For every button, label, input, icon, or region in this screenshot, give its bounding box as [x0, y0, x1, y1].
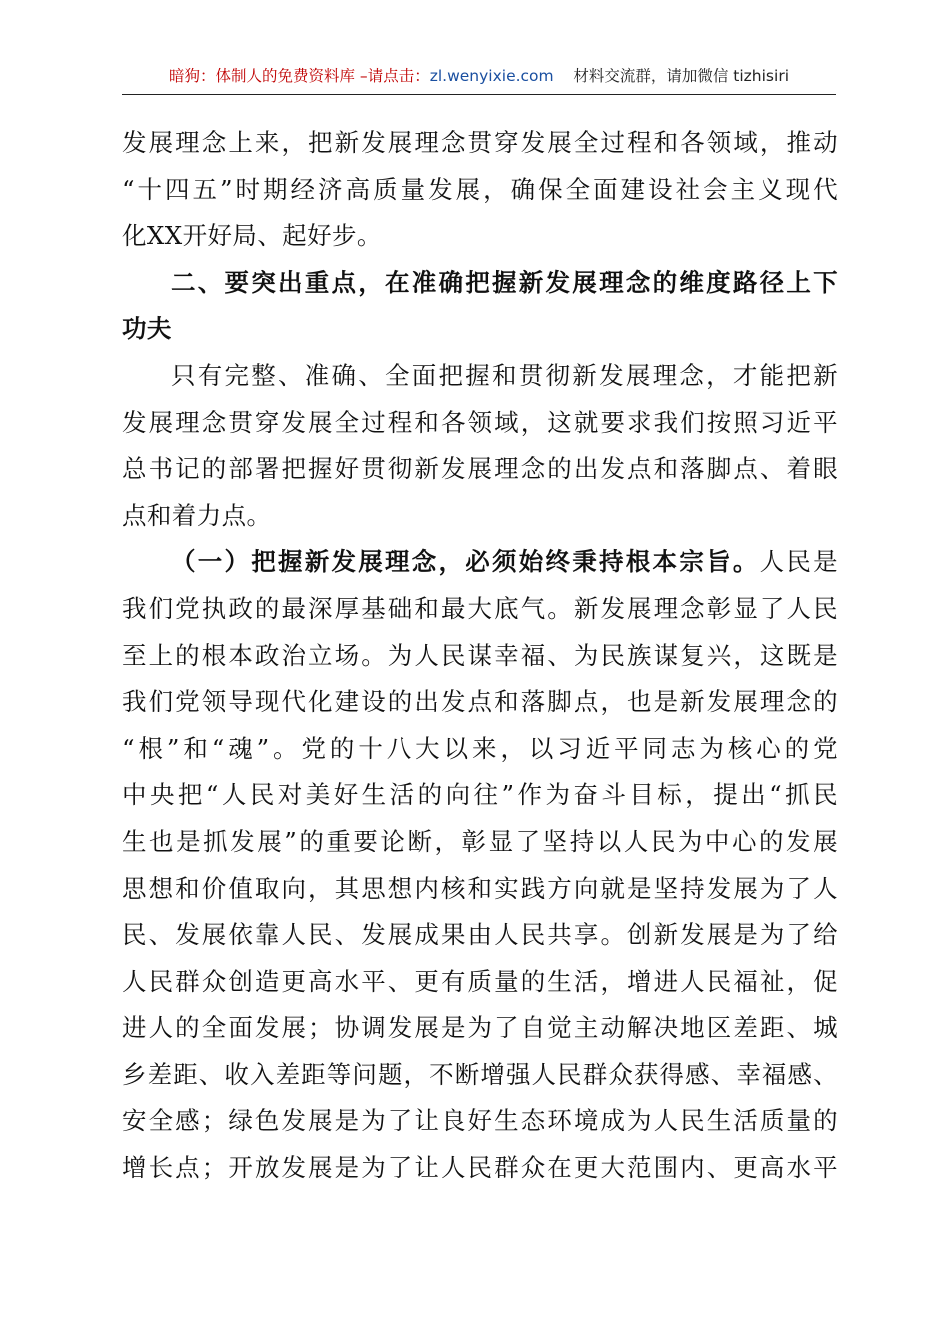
text-line: 总书记的部署把握好贯彻新发展理念的出发点和落脚点、着眼	[122, 454, 838, 484]
subsection-line	[122, 539, 838, 586]
text-line: 发展理念贯穿发展全过程和各领域，这就要求我们按照习近平	[122, 407, 838, 437]
text-line: 中央把“人民对美好生活的向往”作为奋斗目标，提出“抓民	[122, 780, 838, 810]
section-heading: 二、要突出重点，在准确把握新发展理念的维度路径上下	[171, 267, 838, 297]
document-body	[122, 120, 838, 1192]
page-header	[122, 64, 836, 95]
subsection-heading: （一）把握新发展理念，必须始终秉持根本宗旨。	[171, 547, 760, 577]
text-line: 至上的根本政治立场。为人民谋幸福、为民族谋复兴，这既是	[122, 640, 838, 670]
text-line: “根”和“魂”。党的十八大以来，以习近平同志为核心的党	[122, 733, 838, 763]
header-click-text: 请点击：	[367, 67, 430, 85]
text-line: 生也是抓发展”的重要论断，彰显了坚持以人民为中心的发展	[122, 826, 838, 856]
header-contact: 材料交流群，请加微信 tizhisiri	[573, 67, 789, 85]
text-line: 乡差距、收入差距等问题，不断增强人民群众获得感、幸福感、	[122, 1059, 838, 1089]
text-line: “十四五”时期经济高质量发展，确保全面建设社会主义现代	[122, 174, 838, 204]
text-line: 化XX开好局、起好步。	[122, 221, 382, 251]
text-line: 思想和价值取向，其思想内核和实践方向就是坚持发展为了人	[122, 873, 838, 903]
text-fragment: 人民是	[759, 547, 838, 577]
text-line: 人民群众创造更高水平、更有质量的生活，增进人民福祉，促	[122, 966, 838, 996]
text-line: 民、发展依靠人民、发展成果由人民共享。创新发展是为了给	[122, 920, 838, 950]
header-separator: –	[355, 67, 368, 85]
text-line: 发展理念上来，把新发展理念贯穿发展全过程和各领域，推动	[122, 128, 838, 157]
text-line: 只有完整、准确、全面把握和贯彻新发展理念，才能把新	[171, 360, 838, 390]
text-line: 进人的全面发展；协调发展是为了自觉主动解决地区差距、城	[122, 1013, 838, 1043]
section-heading-cont: 功夫	[122, 314, 172, 344]
header-url-link[interactable]: zl.wenyixie.com	[429, 67, 554, 85]
text-line: 我们党领导现代化建设的出发点和落脚点，也是新发展理念的	[122, 687, 838, 717]
text-line: 我们党执政的最深厚基础和最大底气。新发展理念彰显了人民	[122, 593, 838, 623]
text-line: 增长点；开放发展是为了让人民群众在更大范围内、更高水平	[122, 1153, 838, 1183]
header-site-name: 暗狗：体制人的免费资料库	[168, 67, 355, 85]
text-line: 安全感；绿色发展是为了让良好生态环境成为人民生活质量的	[122, 1106, 838, 1136]
text-line: 点和着力点。	[122, 500, 272, 530]
